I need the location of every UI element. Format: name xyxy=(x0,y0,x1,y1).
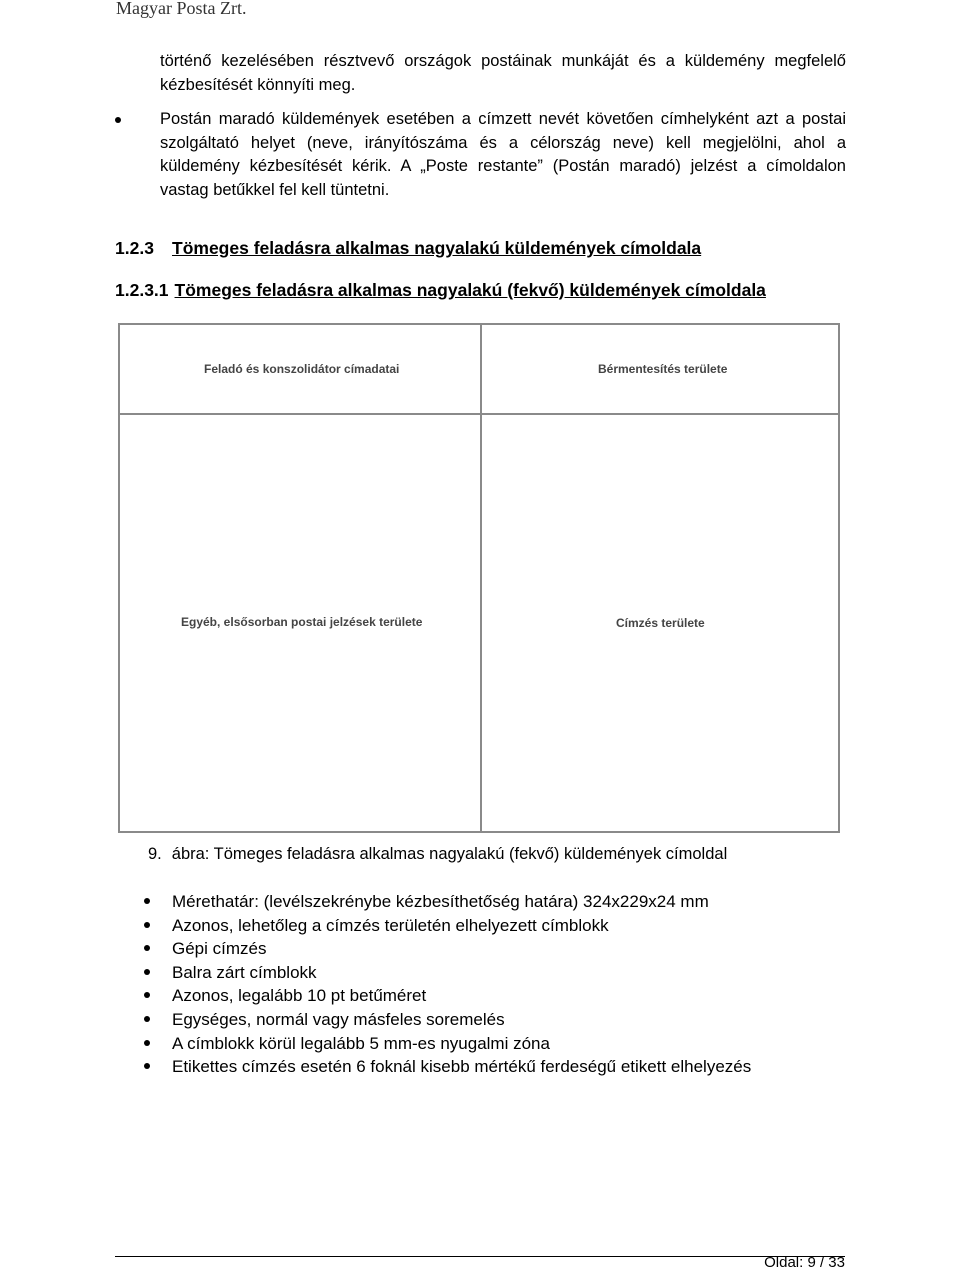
bullet-icon xyxy=(144,1040,150,1046)
sender-area-label: Feladó és konszolidátor címadatai xyxy=(204,362,400,376)
list-item-text: Etikettes címzés esetén 6 foknál kisebb mértékű ferdeségű etikett elhelyezés xyxy=(172,1057,752,1077)
list-item-text: A címblokk körül legalább 5 mm-es nyugalmi zóna xyxy=(172,1033,550,1053)
list-item xyxy=(172,890,751,914)
envelope-layout-figure xyxy=(118,323,840,833)
list-item-text: Azonos, lehetőleg a címzés területén elhelyezett címblokk xyxy=(172,915,609,935)
bullet-icon xyxy=(144,1016,150,1022)
postage-area-label: Bérmentesítés területe xyxy=(598,362,728,376)
requirements-list xyxy=(172,890,751,1079)
list-item xyxy=(172,1008,751,1032)
list-item-text: Gépi címzés xyxy=(172,939,267,959)
subsection-number: 1.2.3.1 xyxy=(115,280,169,300)
section-heading xyxy=(115,238,701,259)
list-item-text: Azonos, legalább 10 pt betűméret xyxy=(172,986,427,1006)
addressee-area-label: Címzés területe xyxy=(616,616,705,630)
list-item xyxy=(172,984,751,1008)
list-item xyxy=(172,1055,751,1079)
bullet-icon xyxy=(144,945,150,951)
list-item xyxy=(172,1032,751,1056)
figure-vertical-divider xyxy=(480,325,482,831)
bullet-icon xyxy=(144,898,150,904)
figure-horizontal-divider xyxy=(120,413,838,415)
page-header-company: Magyar Posta Zrt. xyxy=(116,0,247,18)
figure-caption-number: 9. xyxy=(148,845,162,863)
bullet-icon xyxy=(144,922,150,928)
footer-divider xyxy=(115,1256,845,1257)
section-number: 1.2.3 xyxy=(115,238,154,258)
other-markings-area-label: Egyéb, elsősorban postai jelzések területe xyxy=(181,615,423,629)
list-item-text: Balra zárt címblokk xyxy=(172,962,317,982)
bullet-icon xyxy=(144,1063,150,1069)
bullet-icon xyxy=(115,117,121,123)
bullet-icon xyxy=(144,969,150,975)
list-item-text: Egységes, normál vagy másfeles soremelés xyxy=(172,1009,505,1029)
figure-caption xyxy=(148,845,727,864)
subsection-title: Tömeges feladásra alkalmas nagyalakú (fekvő) küldemények címoldala xyxy=(174,280,766,300)
list-item xyxy=(172,937,751,961)
bullet-icon xyxy=(144,992,150,998)
figure-caption-text: ábra: Tömeges feladásra alkalmas nagyalakú (fekvő) küldemények címoldal xyxy=(171,845,728,863)
subsection-heading xyxy=(115,280,766,301)
page-number: Oldal: 9 / 33 xyxy=(764,1254,845,1271)
list-item xyxy=(172,914,751,938)
section-title: Tömeges feladásra alkalmas nagyalakú küldemények címoldala xyxy=(172,238,702,258)
bullet-item-poste-restante xyxy=(160,108,846,202)
list-item-text: Mérethatár: (levélszekrénybe kézbesíthetőség határa) 324x229x24 mm xyxy=(172,892,709,911)
list-item xyxy=(172,961,751,985)
intro-paragraph: történő kezelésében résztvevő országok postáinak munkáját és a küldemény megfelelő kézbesítését könnyíti meg. xyxy=(160,52,846,94)
bullet-paragraph: Postán maradó küldemények esetében a címzett nevét követően címhelyként azt a postai szolgáltató helyet (neve, irányítószáma és a célország neve) kell megjelölni, ahol a küldemény kézbesítését kérik. A „Poste restante” (Postán maradó) jelzést a címoldalon vastag betűkkel fel kell tüntetni. xyxy=(160,110,846,199)
